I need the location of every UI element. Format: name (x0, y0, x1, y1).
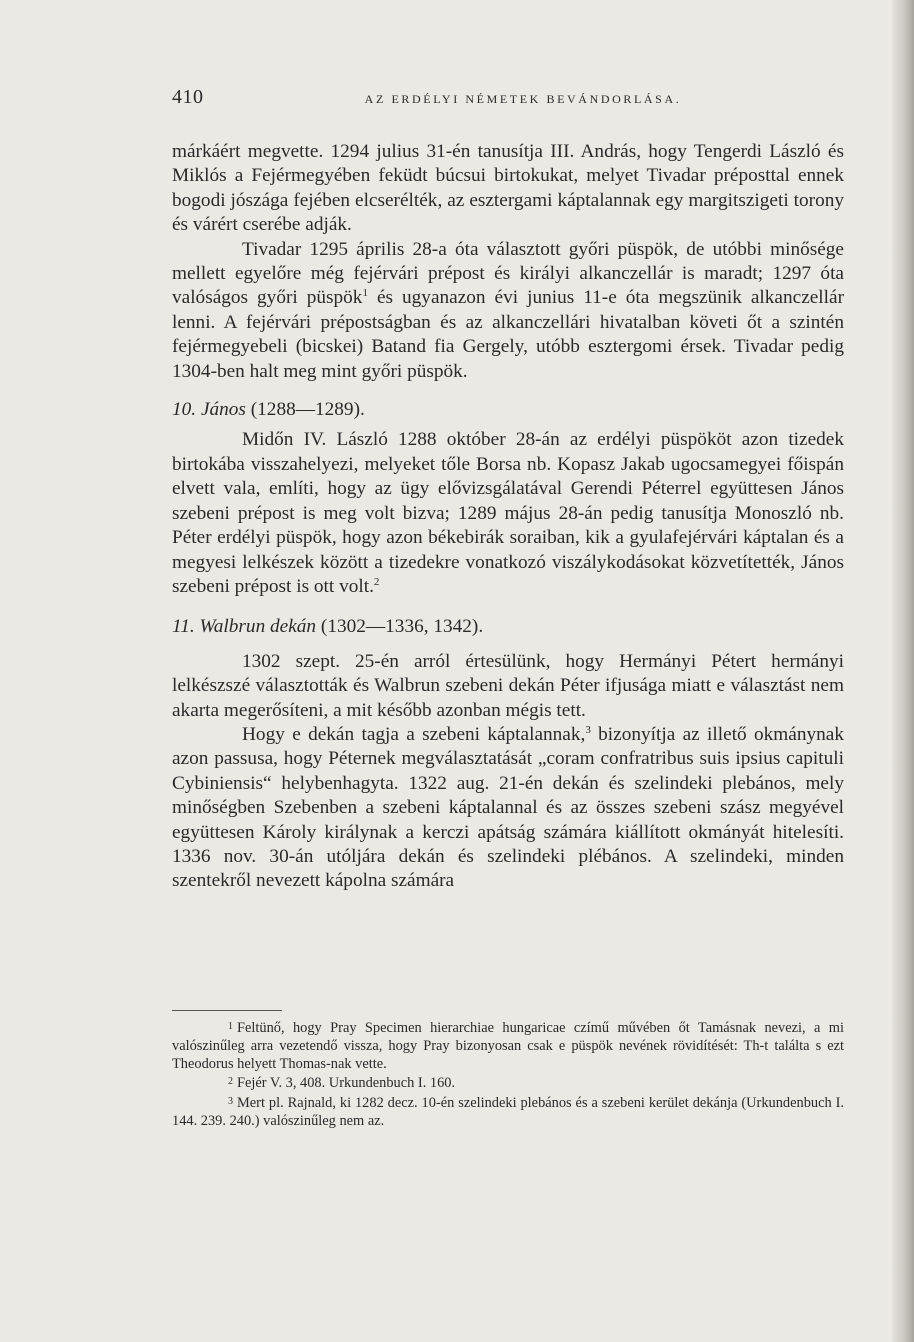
paragraph-text: Hogy e dekán tagja a szebeni káptalannak, (242, 723, 586, 745)
footnote (172, 1018, 844, 1073)
section-number: 10. (172, 399, 197, 421)
paragraph-text: Tivadar 1295 április 28-a óta választott győri püspök, de utóbbi minősége mellett egyelőre még fejérvári prépost és királyi alkanczellár is maradt; 1297 óta valóságos győri püspök (172, 238, 844, 309)
footnote-ref: 2 (373, 575, 380, 588)
section-name: Walbrun dekán (199, 616, 317, 638)
main-text (172, 140, 844, 894)
footnote (172, 1073, 844, 1093)
footnote-mark: 2 (228, 1076, 233, 1088)
footnote-mark: 3 (228, 1096, 233, 1108)
paragraph-text: márkáért megvette. 1294 julius 31-én tanusítja III. András, hogy Tengerdi László és Miklós a Fejérmegyében feküdt búcsui birtokukat, melyet Tivadar préposttal ennek bogodi jószága fejében elcserélték, az esztergami káptalannak egy margitszigeti torony és várért cserébe adják. (172, 141, 844, 236)
footnote-text: Feltünő, hogy Pray Specimen hierarchiae hungaricae czímű művében őt Tamásnak nevezi, a mi valószinűleg arra vezetendő vissza, hogy Pray bizonyosan csak e püspök nevének rövidítését: Th-t találta s ezt Theodorus helyett Thomas-nak vette. (172, 1020, 844, 1072)
footnote-ref: 1 (362, 287, 368, 300)
footnote-ref: 3 (585, 723, 591, 736)
paragraph (172, 238, 844, 384)
paragraph (172, 428, 844, 599)
page-binding-edge (892, 0, 914, 1342)
paragraph-text: Midőn IV. László 1288 október 28-án az erdélyi püspököt azon tizedek birtokába visszahelyezi, melyeket tőle Borsa nb. Kopasz Jakab ugocsamegyei főispán elvett vala, említi, hogy az ügy elővizsgálatával Gerendi Péterrel együttesen János szebeni prépost is meg volt bizva; 1289 május 28-án pedig tanusítja Monoszló nb. Péter erdélyi püspök, hogy azon békebirák soraiban, kik a gyulafejérvári káptalan és a megyesi lelkészek között a tizedekre vonatkozó viszálykodásokat közvetítették, János szebeni prépost is ott volt. (172, 429, 844, 597)
section-years: (1302—1336, 1342). (316, 616, 484, 638)
running-title: AZ ERDÉLYI NÉMETEK BEVÁNDORLÁSA. (364, 92, 682, 106)
page-number: 410 (172, 86, 204, 108)
footnote-text: Fejér V. 3, 408. Urkundenbuch I. 160. (237, 1075, 456, 1092)
footnote-mark: 1 (228, 1021, 233, 1032)
section-years: (1288—1289). (245, 399, 365, 421)
paragraph (172, 140, 844, 238)
footnote-text: Mert pl. Rajnald, ki 1282 decz. 10-én szelindeki plebános és a szebeni kerület dekánja (Urkundenbuch I. 144. 239. 240.) valószinűleg nem az. (172, 1095, 844, 1129)
section-heading (172, 398, 844, 422)
page-header (172, 86, 844, 116)
footnote-divider (172, 1010, 282, 1011)
footnote (172, 1093, 844, 1131)
paragraph-text: 1302 szept. 25-én arról értesülünk, hogy Hermányi Pétert hermányi lelkészszé választották és Walbrun szebeni dekán Péter ifjusága miatt e választást nem akarta megerősíteni, a mit később azonban mégis tett. (172, 650, 844, 721)
footnotes (172, 1018, 844, 1131)
paragraph-text: és ugyanazon évi junius 11-e óta megszünik alkanczellár lenni. A fejérvári prépostságban és az alkanczellári hivatalban követi őt a szintén fejérmegyebeli (bicskei) Batand fia Gergely, utóbb esztergomi érsek. Tivadar pedig 1304-ben halt meg mint győri püspök. (172, 287, 844, 382)
section-heading (172, 615, 844, 639)
section-name: János (200, 399, 246, 421)
section-number: 11. (172, 616, 195, 638)
paragraph (172, 723, 844, 894)
paragraph-text: bizonyítja az illető okmánynak azon passusa, hogy Péternek megválasztatását „coram confratribus suis ipsius capituli Cybiniensis“ helybenhagyta. 1322 aug. 21-én dekán és szelindeki plebános, mely minőségben Szebenben a szebeni káptalannal és az összes szebeni szász megyével együttesen Károly királynak a kerczi apátság számára kiállított okmányát hitelesíti. 1336 nov. 30-án utóljára dekán és szelindeki plébános. A szelindeki, minden szentekről nevezett kápolna számára (172, 723, 844, 892)
paragraph (172, 650, 844, 723)
